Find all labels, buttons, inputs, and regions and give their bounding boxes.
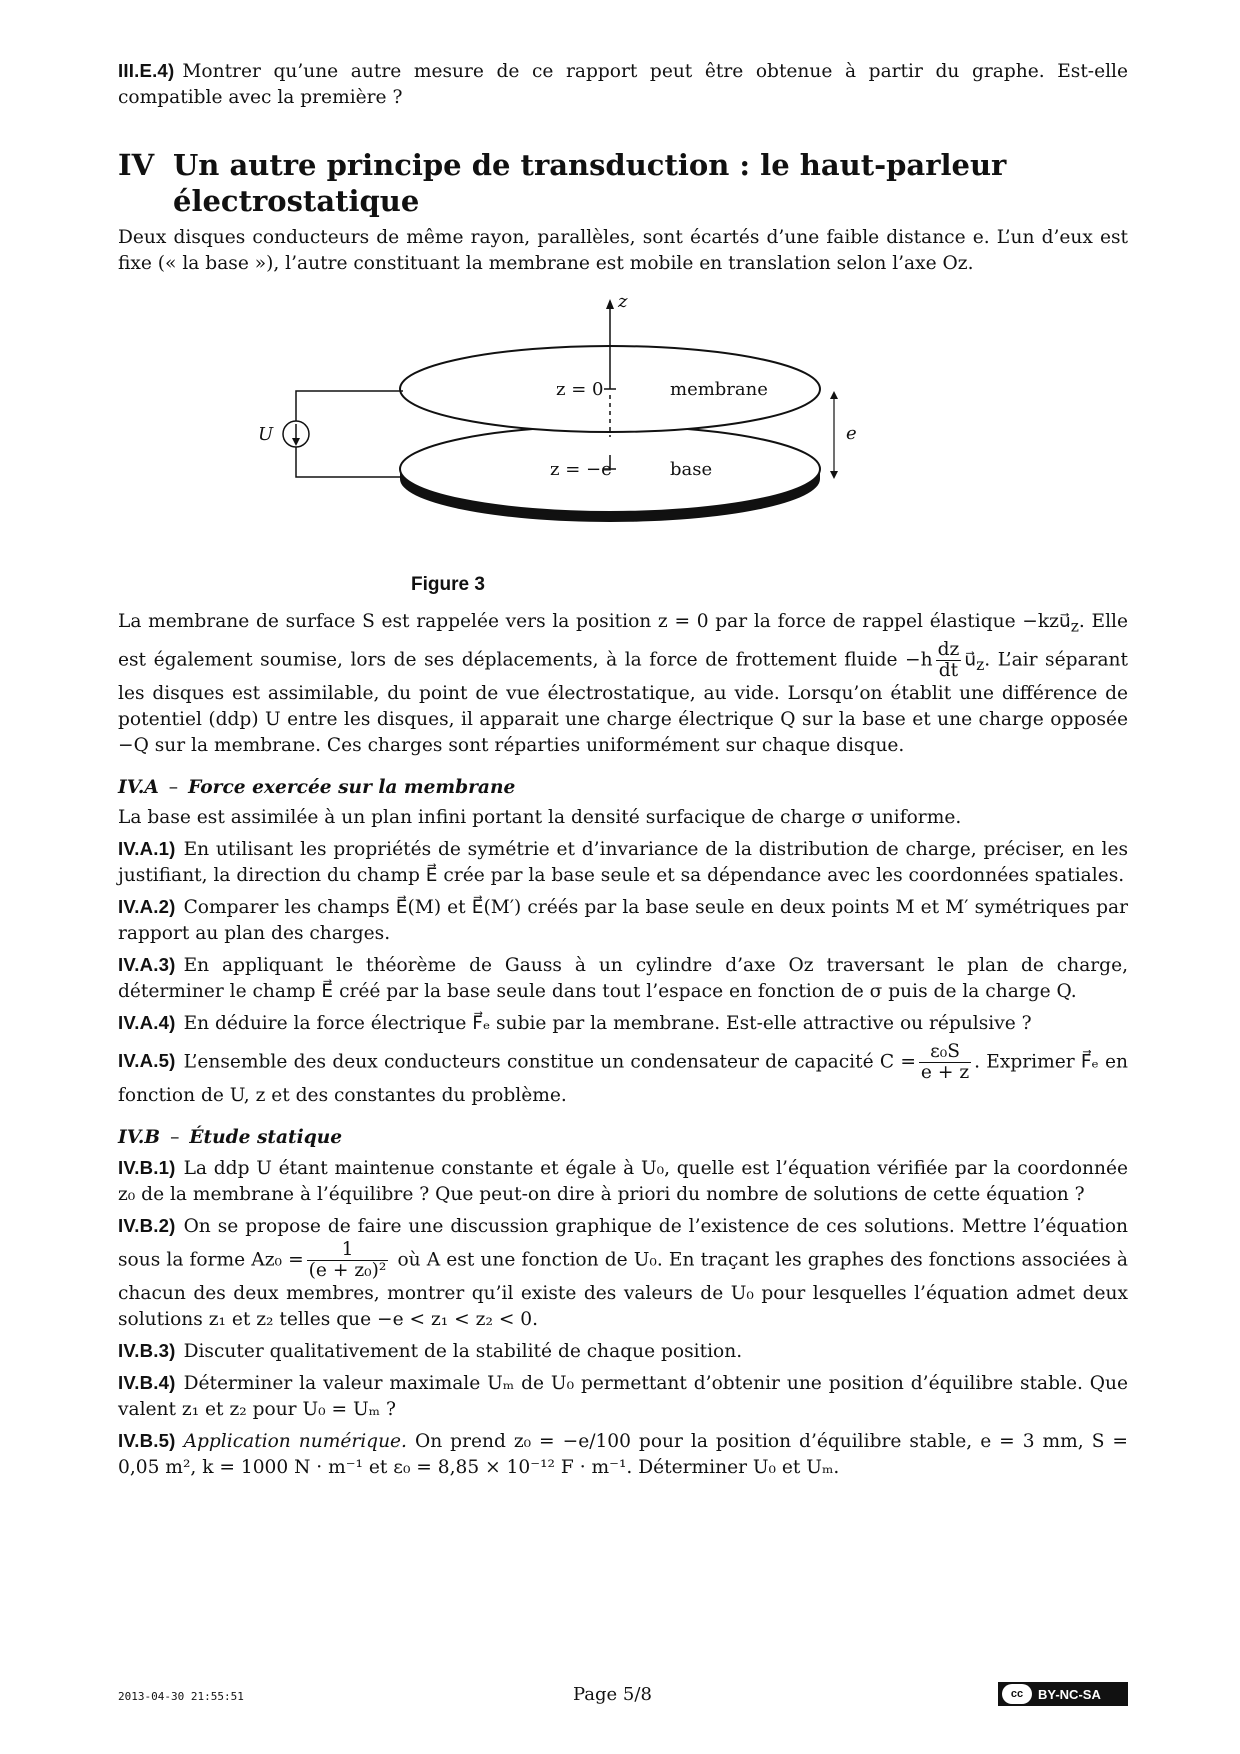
label-base-position: z = −e: [550, 459, 612, 480]
question-text-pre: L’ensemble des deux conducteurs constitue un condensateur de capacité C =: [183, 1051, 916, 1073]
setup-paragraph: [118, 609, 1128, 759]
question-IVB5: [118, 1428, 1128, 1481]
question-text-post: où A est une fonction de U₀. En traçant les graphes des fonctions associées à chacun des deux membres, montrer qu’il existe des valeurs de U₀ pour lesquelles l’équation admet deux solutions z₁ et z₂ telles que −e < z₁ < z₂ < 0.: [118, 1249, 1128, 1330]
section-intro: Deux disques conducteurs de même rayon, parallèles, sont écartés d’une faible distance e. L’un d’eux est fixe (« la base »), l’autre constituant la membrane est mobile en translation selon l’axe Oz.: [118, 227, 1128, 274]
z-axis-arrow: [606, 299, 614, 309]
question-label: IV.B.2): [118, 1214, 176, 1236]
question-label: IV.A.2): [118, 895, 176, 917]
question-text: On prend z₀ = −e/100 pour la position d’équilibre stable, e = 3 mm, S = 0,05 m², k = 1000 N · m⁻¹ et ε₀ = 8,85 × 10⁻¹² F · m⁻¹. Déterminer U₀ et Uₘ.: [118, 1430, 1128, 1478]
figure-3: [118, 289, 1128, 609]
question-text: En utilisant les propriétés de symétrie et d’invariance de la distribution de charge, préciser, en les justifiant, la direction du champ E⃗ crée par la base seule et sa dépendance avec les coordonnées spatiales.: [118, 838, 1128, 886]
question-text: En appliquant le théorème de Gauss à un cylindre d’axe Oz traversant le plan de charge, déterminer le champ E⃗ créé par la base seule dans tout l’espace en fonction de σ puis de la charge Q.: [118, 954, 1128, 1002]
question-text: Comparer les champs E⃗(M) et E⃗(M′) créés par la base seule en deux points M et M′ symétriques par rapport au plan des charges.: [118, 896, 1128, 944]
question-label: IV.A.1): [118, 837, 176, 859]
label-membrane: membrane: [670, 379, 768, 400]
question-IVB2: [118, 1213, 1128, 1333]
page-content: [118, 58, 1128, 1486]
fraction-numerator: dz: [937, 638, 960, 660]
fraction-capacity: [919, 1042, 971, 1083]
axis-label-z: z: [618, 291, 628, 312]
label-gap-e: e: [846, 423, 857, 444]
wire-top: [296, 391, 403, 421]
figure-3-drawing: [118, 289, 1128, 609]
question-label: IV.B.5): [118, 1429, 176, 1451]
question-IVA2: [118, 894, 1128, 947]
fraction-dz-dt: [936, 640, 962, 681]
setup-vec-u: u⃗: [1058, 611, 1071, 632]
subsection-dash: –: [168, 776, 179, 798]
question-italic: Application numérique.: [183, 1430, 407, 1452]
question-text: Déterminer la valeur maximale Uₘ de U₀ permettant d’obtenir une position d’équilibre stable. Que valent z₁ et z₂ pour U₀ = Uₘ ?: [118, 1372, 1128, 1420]
question-text-post: . Exprimer F⃗ₑ en fonction de U, z et des constantes du problème.: [118, 1051, 1128, 1106]
question-text: En déduire la force électrique F⃗ₑ subie par la membrane. Est-elle attractive ou répulsive ?: [183, 1012, 1032, 1034]
question-IIIE4: [118, 58, 1128, 111]
setup-text-2: . Elle est également soumise, lors de ses déplacements, à la force de frottement fluide −h: [118, 611, 1128, 671]
fraction-denominator: e + z: [920, 1061, 970, 1083]
setup-vec-sub2: z: [976, 655, 985, 674]
question-IVB1: [118, 1155, 1128, 1208]
figure-caption: Figure 3: [411, 574, 485, 595]
setup-text-3: . L’air séparant les disques est assimilable, du point de vue électrostatique, au vide. Lorsqu’on établit une différence de potentiel (ddp) U entre les disques, il apparait une charge électrique Q sur la base et une charge opposée −Q sur la membrane. Ces charges sont réparties uniformément sur chaque disque.: [118, 649, 1129, 756]
question-text: La ddp U étant maintenue constante et égale à U₀, quelle est l’équation vérifiée par la coordonnée z₀ de la membrane à l’équilibre ? Que peut-on dire à priori du nombre de solutions de cette équation ?: [118, 1157, 1128, 1205]
footer-date: 2013-04-30 21:55:51: [118, 1690, 244, 1703]
subsection-title: Force exercée sur la membrane: [188, 776, 516, 798]
gap-arrow-bottom: [830, 471, 838, 479]
question-IVB3: [118, 1338, 1128, 1365]
question-label: IV.B.1): [118, 1156, 176, 1178]
question-label: IV.A.3): [118, 953, 176, 975]
cc-icon: cc: [1002, 1684, 1032, 1704]
fraction-numerator: ε₀S: [919, 1042, 971, 1063]
section-title: [118, 147, 1128, 219]
license-text: BY-NC-SA: [1038, 1686, 1101, 1702]
subsection-dash: –: [170, 1126, 180, 1148]
section-number: IV: [118, 148, 155, 182]
fraction-equation: [307, 1240, 389, 1281]
question-label: IV.A.4): [118, 1011, 176, 1033]
page-footer: [118, 1682, 1128, 1712]
question-IVB4: [118, 1370, 1128, 1423]
question-label: IV.B.3): [118, 1339, 176, 1361]
section-title-text: Un autre principe de transduction : le haut-parleur électrostatique: [173, 148, 1007, 218]
label-membrane-position: z = 0: [556, 379, 604, 400]
setup-text-1: La membrane de surface S est rappelée vers la position z = 0 par la force de rappel élastique −kz: [118, 611, 1059, 632]
subsection-title: Étude statique: [189, 1126, 343, 1148]
partA-intro: La base est assimilée à un plan infini portant la densité surfacique de charge σ uniforme.: [118, 806, 962, 828]
question-label: IV.A.5): [118, 1050, 176, 1072]
subsection-heading-B: [118, 1125, 1128, 1151]
question-IVA5: [118, 1042, 1128, 1109]
fraction-denominator: dt: [938, 659, 959, 681]
fraction-denominator: (e + z₀)²: [308, 1259, 387, 1281]
gap-arrow-top: [830, 391, 838, 399]
question-label: III.E.4): [118, 60, 175, 81]
page-number: Page 5/8: [573, 1684, 652, 1705]
subsection-heading-A: [118, 775, 1128, 801]
license-badge: [998, 1682, 1128, 1706]
fraction-numerator: 1: [307, 1240, 389, 1261]
question-label: IV.B.4): [118, 1371, 176, 1393]
question-IVA1: [118, 836, 1128, 889]
question-IVA3: [118, 952, 1128, 1005]
question-text: Montrer qu’une autre mesure de ce rapport peut être obtenue à partir du graphe. Est-elle compatible avec la première ?: [118, 61, 1128, 108]
wire-bottom: [296, 447, 403, 477]
label-base: base: [670, 459, 713, 480]
question-text: Discuter qualitativement de la stabilité de chaque position.: [183, 1340, 743, 1362]
question-IVA4: [118, 1010, 1128, 1037]
setup-vec-sub: z: [1070, 617, 1079, 636]
label-source-U: U: [258, 424, 274, 445]
subsection-code: IV.A: [118, 776, 159, 798]
subsection-code: IV.B: [118, 1126, 161, 1148]
setup-vec-u2: u⃗: [964, 649, 977, 671]
question-text-pre: On se propose de faire une discussion graphique de l’existence de ces solutions. Mettre l’équation sous la forme Az₀ =: [118, 1215, 1128, 1271]
